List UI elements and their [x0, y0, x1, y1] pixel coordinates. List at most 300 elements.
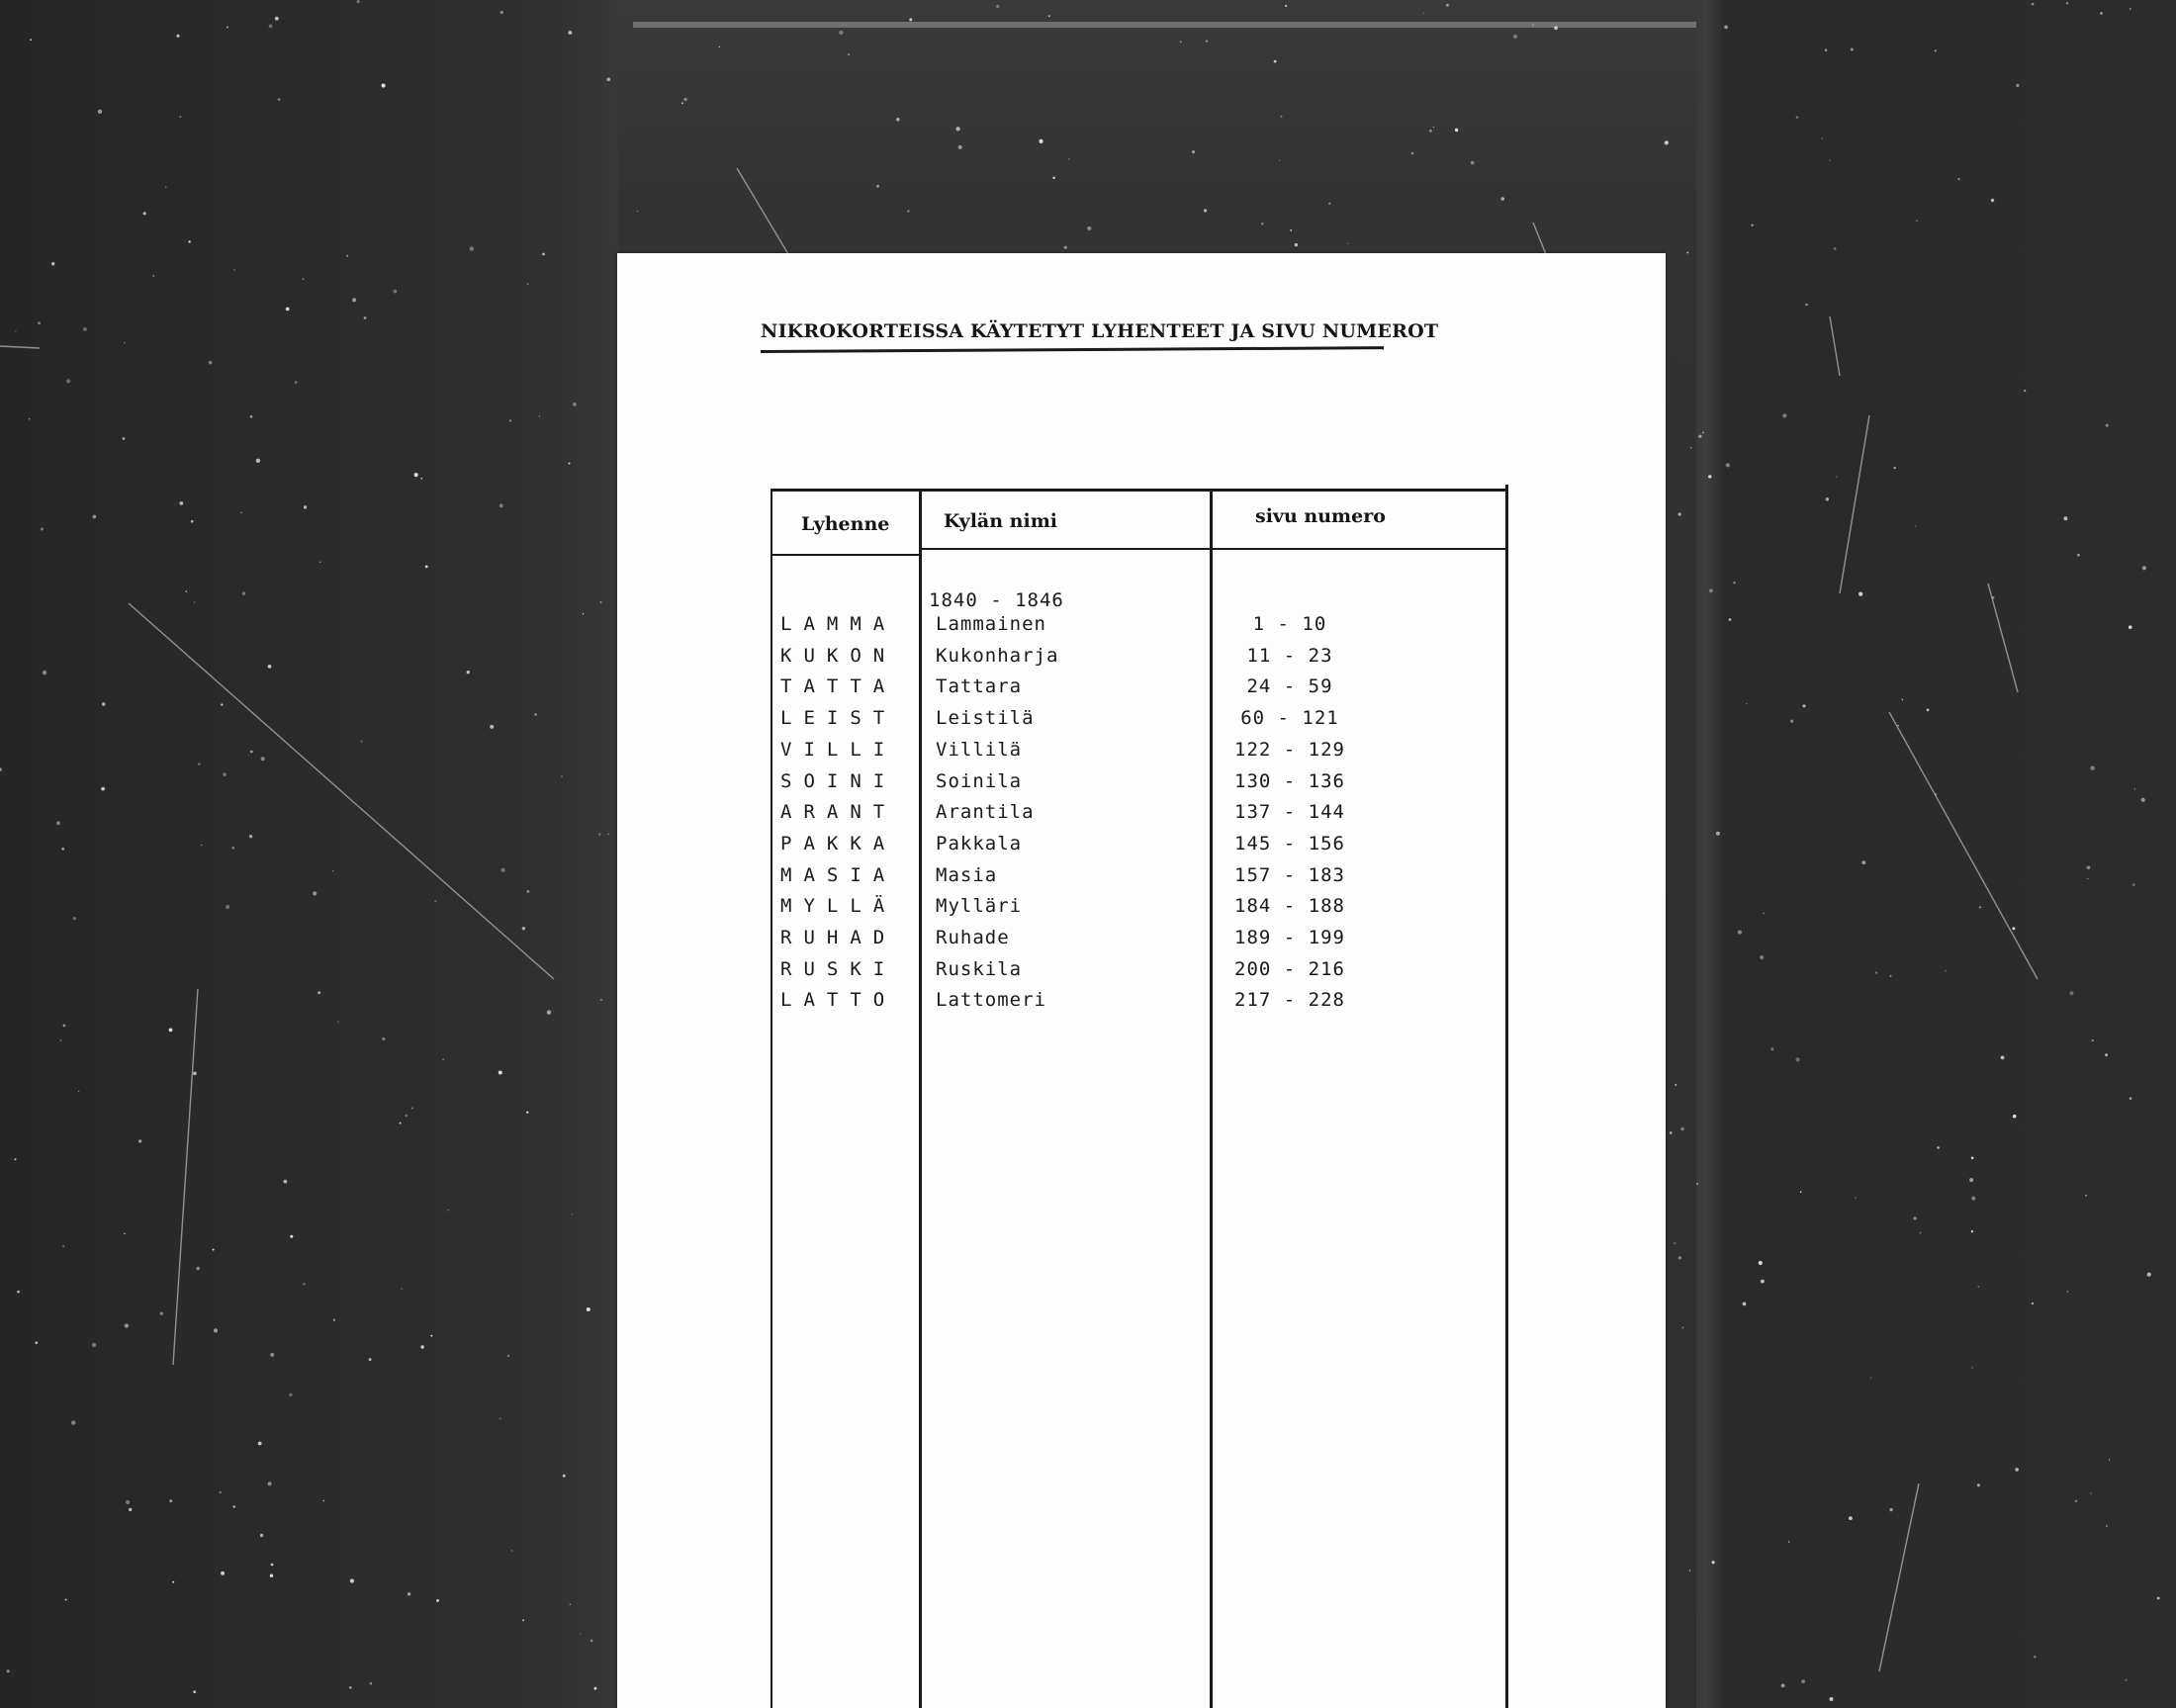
dust-speck: [270, 1574, 273, 1577]
dust-speck: [1991, 199, 1994, 202]
row-village-name: Pakkala: [936, 833, 1023, 854]
dust-speck: [2106, 1525, 2108, 1527]
row-abbreviation: RUSKI: [780, 958, 897, 980]
dust-speck: [2063, 516, 2067, 520]
dust-speck: [169, 1499, 172, 1502]
dust-speck: [2013, 1115, 2017, 1119]
dust-speck: [295, 381, 298, 384]
dust-speck: [124, 1233, 126, 1235]
dust-speck: [587, 1307, 590, 1311]
title-underline: [761, 346, 1384, 353]
dust-speck: [1279, 160, 1280, 161]
dust-speck: [357, 0, 360, 3]
dust-speck: [61, 848, 64, 851]
header-bottom-rule-right: [919, 548, 1507, 550]
abbreviation-table: [771, 489, 1512, 1708]
dust-speck: [220, 1491, 222, 1493]
page-title: NIKROKORTEISSA KÄYTETYT LYHENTEET JA SIVU NUMEROT: [761, 320, 1439, 342]
dust-speck: [1763, 913, 1765, 915]
row-abbreviation: KUKON: [780, 645, 897, 667]
row-page-range: 157 - 183: [1234, 864, 1345, 886]
dust-speck: [1829, 160, 1831, 162]
dust-speck: [1048, 15, 1050, 17]
dust-speck: [1698, 435, 1701, 438]
dust-speck: [526, 1112, 528, 1114]
dust-speck: [1433, 127, 1434, 128]
dust-speck: [165, 186, 167, 188]
dust-speck: [1192, 150, 1195, 153]
dust-speck: [1471, 161, 1475, 165]
dust-speck: [289, 1393, 292, 1396]
dust-speck: [98, 110, 102, 114]
dust-speck: [1914, 1216, 1917, 1219]
dust-speck: [226, 905, 229, 909]
dust-speck: [955, 127, 959, 131]
dust-speck: [1690, 447, 1692, 449]
row-page-range: 24 - 59: [1246, 675, 1333, 697]
dust-speck: [539, 415, 540, 416]
dust-speck: [1781, 1684, 1785, 1688]
dust-speck: [1898, 725, 1899, 726]
dust-speck: [17, 1291, 20, 1294]
dust-speck: [152, 275, 154, 277]
row-page-range: 184 - 188: [1234, 895, 1345, 917]
dust-speck: [2087, 878, 2088, 879]
dust-speck: [1890, 975, 1892, 977]
dust-speck: [364, 316, 367, 319]
dust-speck: [500, 11, 503, 14]
dust-speck: [1724, 26, 1728, 30]
film-scratch: [1889, 712, 2038, 979]
dust-speck: [896, 118, 899, 121]
dust-speck: [191, 520, 194, 523]
dust-speck: [1830, 1697, 1834, 1701]
dust-speck: [270, 1353, 274, 1357]
dust-speck: [172, 1581, 174, 1583]
dust-speck: [2157, 1597, 2160, 1600]
dust-speck: [209, 361, 213, 365]
dust-speck: [583, 613, 584, 614]
dust-speck: [1859, 592, 1862, 596]
dust-speck: [323, 1500, 325, 1502]
dust-speck: [188, 240, 190, 242]
dust-speck: [101, 787, 105, 791]
dust-speck: [1770, 1047, 1773, 1050]
dust-speck: [194, 601, 195, 602]
dust-speck: [1971, 1367, 1972, 1368]
dust-speck: [1686, 252, 1688, 254]
dust-speck: [2085, 1195, 2087, 1197]
dust-speck: [268, 665, 272, 669]
dust-speck: [996, 5, 999, 8]
dust-speck: [286, 308, 290, 312]
dust-speck: [1782, 413, 1786, 417]
dust-speck: [534, 713, 536, 715]
dust-speck: [248, 755, 249, 756]
dust-speck: [1746, 703, 1747, 704]
dust-speck: [78, 1091, 80, 1093]
row-village-name: Leistilä: [936, 707, 1035, 729]
dust-speck: [467, 671, 470, 674]
dust-speck: [402, 1289, 403, 1290]
dust-speck: [198, 763, 200, 764]
dust-speck: [527, 283, 529, 285]
dust-speck: [719, 46, 720, 47]
table-right-rule: [1505, 485, 1508, 1708]
dust-speck: [569, 463, 571, 465]
dust-speck: [129, 1508, 132, 1511]
dust-speck: [65, 1599, 67, 1601]
dust-speck: [179, 116, 181, 118]
dust-speck: [1682, 1327, 1684, 1329]
dust-speck: [260, 1534, 263, 1537]
dust-speck: [123, 437, 126, 440]
dust-speck: [1851, 48, 1854, 51]
row-abbreviation: ARANT: [780, 801, 897, 823]
dust-speck: [317, 991, 320, 994]
dust-speck: [1937, 1146, 1939, 1148]
dust-speck: [1513, 35, 1517, 39]
dust-speck: [522, 927, 525, 930]
dust-speck: [1729, 618, 1732, 621]
dust-speck: [126, 1500, 130, 1504]
dust-speck: [221, 1572, 225, 1575]
dust-speck: [600, 999, 602, 1001]
dust-speck: [876, 185, 879, 188]
dust-speck: [1796, 116, 1799, 119]
dust-speck: [421, 478, 423, 480]
row-page-range: 122 - 129: [1234, 739, 1345, 761]
dust-speck: [1894, 467, 1896, 469]
dust-speck: [278, 98, 281, 101]
dust-speck: [337, 1021, 339, 1023]
row-village-name: Ruskila: [936, 958, 1023, 980]
row-page-range: 137 - 144: [1234, 801, 1345, 823]
dust-speck: [2087, 865, 2091, 869]
row-page-range: 60 - 121: [1240, 707, 1339, 729]
dust-speck: [1738, 931, 1742, 935]
dust-speck: [1760, 955, 1764, 959]
dust-speck: [499, 1071, 502, 1075]
row-page-range: 11 - 23: [1246, 645, 1333, 667]
dust-speck: [570, 1603, 572, 1605]
dust-speck: [43, 671, 46, 674]
dust-speck: [2130, 1097, 2132, 1100]
dust-speck: [63, 1025, 66, 1028]
dust-speck: [406, 1115, 408, 1117]
column-divider-1: [919, 489, 922, 1708]
dust-speck: [15, 1158, 17, 1160]
film-scratch: [1988, 584, 2018, 692]
dust-speck: [2132, 883, 2134, 885]
years-range: 1840 - 1846: [929, 589, 1064, 611]
dust-speck: [214, 1328, 218, 1332]
dust-speck: [1689, 1570, 1690, 1571]
dust-speck: [29, 418, 31, 420]
header-abbreviation: Lyhenne: [801, 513, 890, 535]
dust-speck: [1068, 158, 1069, 159]
dust-speck: [1969, 1178, 1973, 1182]
dust-speck: [36, 1341, 39, 1344]
film-scratch: [0, 346, 40, 348]
row-abbreviation: LEIST: [780, 707, 897, 729]
dust-speck: [1039, 139, 1043, 143]
dust-speck: [169, 1029, 173, 1033]
dust-speck: [1446, 4, 1449, 7]
dust-speck: [2090, 766, 2094, 770]
document-page: [617, 253, 1666, 1708]
dust-speck: [1455, 129, 1458, 132]
dust-speck: [1206, 41, 1208, 43]
dust-speck: [250, 751, 253, 754]
dust-speck: [1935, 49, 1937, 51]
dust-speck: [213, 1249, 215, 1251]
dust-speck: [1761, 1280, 1765, 1284]
dust-speck: [1411, 152, 1414, 155]
dust-speck: [2092, 1039, 2094, 1041]
dust-speck: [2069, 991, 2073, 995]
column-divider-2: [1210, 489, 1213, 1708]
dust-speck: [73, 917, 76, 920]
dust-speck: [1554, 26, 1558, 30]
dust-speck: [1790, 720, 1793, 723]
dust-speck: [284, 1180, 288, 1184]
dust-speck: [1675, 1084, 1677, 1086]
dust-speck: [60, 1039, 62, 1041]
row-village-name: Arantila: [936, 801, 1035, 823]
dust-speck: [269, 24, 273, 28]
dust-speck: [349, 1686, 352, 1689]
dust-speck: [1290, 229, 1292, 231]
dust-speck: [223, 772, 227, 776]
dust-speck: [193, 1690, 196, 1693]
dust-speck: [1678, 512, 1681, 515]
film-scratch: [1830, 316, 1840, 376]
dust-speck: [420, 1345, 423, 1348]
header-bottom-rule-left: [771, 554, 919, 556]
dust-speck: [186, 590, 188, 592]
row-abbreviation: LATTO: [780, 989, 897, 1011]
dust-speck: [382, 1037, 385, 1040]
dust-speck: [499, 1418, 501, 1420]
dust-speck: [71, 1420, 75, 1424]
dust-speck: [1836, 477, 1837, 478]
dust-speck: [500, 868, 504, 872]
dust-speck: [1532, 24, 1534, 26]
dust-speck: [2066, 2, 2068, 4]
dust-speck: [1796, 1057, 1800, 1061]
row-page-range: 145 - 156: [1234, 833, 1345, 854]
dust-speck: [1064, 246, 1067, 249]
dust-speck: [1743, 1303, 1747, 1306]
dust-speck: [1674, 1242, 1676, 1244]
dust-speck: [1702, 432, 1704, 434]
dust-speck: [848, 53, 850, 55]
dust-speck: [268, 1482, 272, 1485]
dust-speck: [56, 821, 60, 825]
dust-speck: [1915, 525, 1916, 526]
dust-speck: [1826, 497, 1829, 500]
dust-speck: [1295, 243, 1298, 246]
dust-speck: [1429, 130, 1432, 133]
dust-speck: [1261, 223, 1263, 225]
row-village-name: Lattomeri: [936, 989, 1046, 1011]
dust-speck: [369, 1358, 372, 1361]
dust-speck: [92, 1343, 96, 1347]
dust-speck: [250, 415, 253, 418]
dust-speck: [1916, 220, 1918, 222]
row-abbreviation: MASIA: [780, 864, 897, 886]
dust-speck: [370, 1682, 373, 1685]
dust-speck: [1696, 1183, 1698, 1185]
dust-speck: [683, 98, 686, 101]
row-abbreviation: RUHAD: [780, 927, 897, 948]
dust-speck: [1849, 1516, 1853, 1520]
dust-speck: [201, 845, 202, 846]
dust-speck: [258, 1442, 262, 1446]
dust-speck: [394, 290, 398, 294]
dust-speck: [1822, 138, 1823, 139]
dust-speck: [2134, 788, 2135, 789]
dust-speck: [93, 515, 97, 519]
dust-speck: [1971, 1197, 1975, 1201]
dust-speck: [499, 503, 503, 507]
dust-speck: [125, 1323, 129, 1327]
row-abbreviation: LAMMA: [780, 613, 897, 635]
dust-speck: [1281, 116, 1283, 118]
dust-speck: [233, 1505, 235, 1507]
dust-speck: [606, 78, 610, 82]
dust-speck: [1712, 1561, 1715, 1564]
row-page-range: 130 - 136: [1234, 770, 1345, 792]
dust-speck: [1726, 463, 1730, 467]
dust-speck: [909, 18, 912, 21]
dust-speck: [2106, 424, 2109, 427]
dust-speck: [2100, 12, 2103, 15]
dust-speck: [1861, 860, 1865, 864]
dust-speck: [599, 601, 601, 603]
dust-speck: [563, 1475, 566, 1478]
dust-speck: [1855, 1197, 1857, 1199]
dust-speck: [569, 31, 573, 35]
dust-speck: [1788, 1541, 1790, 1543]
dust-speck: [1834, 247, 1837, 250]
dust-speck: [637, 211, 639, 213]
dust-speck: [0, 767, 2, 771]
dust-speck: [7, 1669, 10, 1672]
film-scratch: [173, 989, 198, 1365]
dust-speck: [522, 1619, 524, 1621]
dust-speck: [2015, 1468, 2019, 1472]
dust-speck: [231, 847, 234, 850]
dust-speck: [1708, 475, 1711, 478]
dust-speck: [430, 1335, 432, 1337]
header-page-numbers: sivu numero: [1255, 505, 1386, 527]
dust-speck: [83, 327, 87, 331]
dust-speck: [138, 1139, 141, 1142]
row-page-range: 200 - 216: [1234, 958, 1345, 980]
dust-speck: [2012, 927, 2015, 930]
dust-speck: [598, 834, 600, 836]
dust-speck: [1665, 140, 1669, 144]
dust-speck: [2067, 1291, 2069, 1293]
dust-speck: [1971, 1157, 1974, 1160]
dust-speck: [124, 342, 126, 344]
dust-speck: [227, 27, 228, 29]
dust-speck: [1801, 1679, 1805, 1683]
dust-speck: [607, 834, 608, 835]
dust-speck: [290, 1235, 293, 1238]
dust-speck: [303, 1283, 305, 1285]
dust-speck: [350, 1578, 354, 1582]
row-village-name: Lammainen: [936, 613, 1046, 635]
dust-speck: [1285, 5, 1287, 7]
dust-speck: [442, 1058, 444, 1060]
dust-speck: [526, 890, 529, 893]
dust-speck: [907, 211, 909, 213]
dust-speck: [2105, 1053, 2108, 1056]
dust-speck: [1800, 1191, 1802, 1193]
dust-speck: [38, 321, 41, 324]
row-village-name: Soinila: [936, 770, 1023, 792]
dust-speck: [1709, 588, 1713, 592]
dust-speck: [361, 741, 363, 743]
row-page-range: 217 - 228: [1234, 989, 1345, 1011]
dust-speck: [15, 330, 16, 331]
dust-speck: [102, 702, 105, 705]
dust-speck: [511, 1550, 512, 1551]
dust-speck: [242, 592, 245, 595]
dust-speck: [249, 835, 252, 838]
dust-speck: [1875, 972, 1877, 974]
dust-speck: [509, 419, 511, 421]
dust-speck: [179, 501, 183, 505]
dust-speck: [561, 775, 563, 777]
dust-speck: [2147, 1273, 2151, 1277]
row-abbreviation: SOINI: [780, 770, 897, 792]
dust-speck: [313, 891, 317, 895]
dust-speck: [434, 900, 436, 902]
dust-speck: [256, 459, 260, 463]
dust-speck: [1802, 704, 1805, 707]
dust-speck: [143, 212, 146, 215]
row-village-name: Ruhade: [936, 927, 1010, 948]
dust-speck: [2032, 1303, 2034, 1304]
dust-speck: [408, 1592, 410, 1595]
dust-speck: [1957, 178, 1959, 180]
dust-speck: [2077, 554, 2080, 557]
dust-speck: [382, 83, 386, 87]
dust-speck: [1870, 1377, 1871, 1378]
dust-speck: [507, 1355, 509, 1357]
dust-speck: [1087, 226, 1091, 230]
dust-speck: [2141, 798, 2145, 802]
dust-speck: [346, 255, 348, 257]
dust-speck: [333, 1319, 335, 1321]
row-page-range: 189 - 199: [1234, 927, 1345, 948]
dust-speck: [51, 262, 54, 265]
dust-speck: [2024, 390, 2026, 392]
film-scratch: [1879, 1483, 1919, 1671]
row-village-name: Masia: [936, 864, 998, 886]
dust-speck: [1805, 304, 1807, 306]
dust-speck: [681, 102, 683, 104]
dust-speck: [62, 1245, 64, 1247]
dust-speck: [233, 269, 235, 271]
dust-speck: [1733, 582, 1735, 584]
dust-speck: [411, 1107, 413, 1109]
row-page-range: 1 - 10: [1252, 613, 1327, 635]
